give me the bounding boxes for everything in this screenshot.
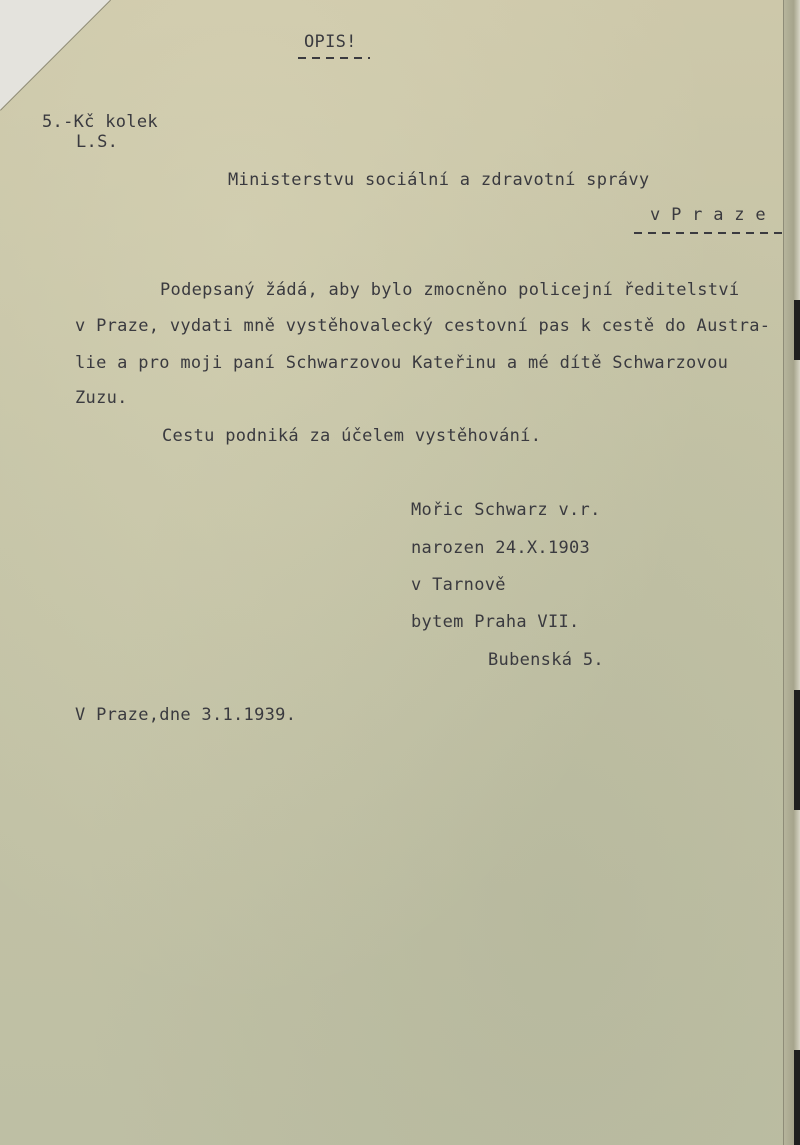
body-line-3: lie a pro moji paní Schwarzovou Kateřinu a mé dítě Schwarzovou xyxy=(75,353,729,373)
recipient-ministry: Ministerstvu sociální a zdravotní správy xyxy=(228,170,650,190)
body-line-1: Podepsaný žádá, aby bylo zmocněno policejní ředitelství xyxy=(160,280,740,300)
page-edge-shadow xyxy=(794,690,800,810)
title-underline xyxy=(298,57,370,59)
stamp-seal-mark: L.S. xyxy=(76,132,119,152)
city-underline xyxy=(634,232,784,234)
signature-street: Bubenská 5. xyxy=(488,650,604,670)
adjacent-page-edge xyxy=(783,0,800,1145)
body-line-5: Cestu podniká za účelem vystěhování. xyxy=(162,426,542,446)
signature-birthplace: v Tarnově xyxy=(411,575,506,595)
signature-name: Mořic Schwarz v.r. xyxy=(411,500,601,520)
signature-born: narozen 24.X.1903 xyxy=(411,538,591,558)
recipient-city: v P r a z e xyxy=(650,205,766,225)
stamp-fee: 5.-Kč kolek xyxy=(42,112,158,132)
dateline: V Praze,dne 3.1.1939. xyxy=(75,705,297,725)
body-line-4: Zuzu. xyxy=(75,388,128,408)
signature-residence: bytem Praha VII. xyxy=(411,612,580,632)
document-title: OPIS! xyxy=(304,32,357,52)
body-line-2: v Praze, vydati mně vystěhovalecký cestovní pas k cestě do Austra- xyxy=(75,316,771,336)
page-edge-shadow xyxy=(794,300,800,360)
page-edge-shadow xyxy=(794,1050,800,1145)
